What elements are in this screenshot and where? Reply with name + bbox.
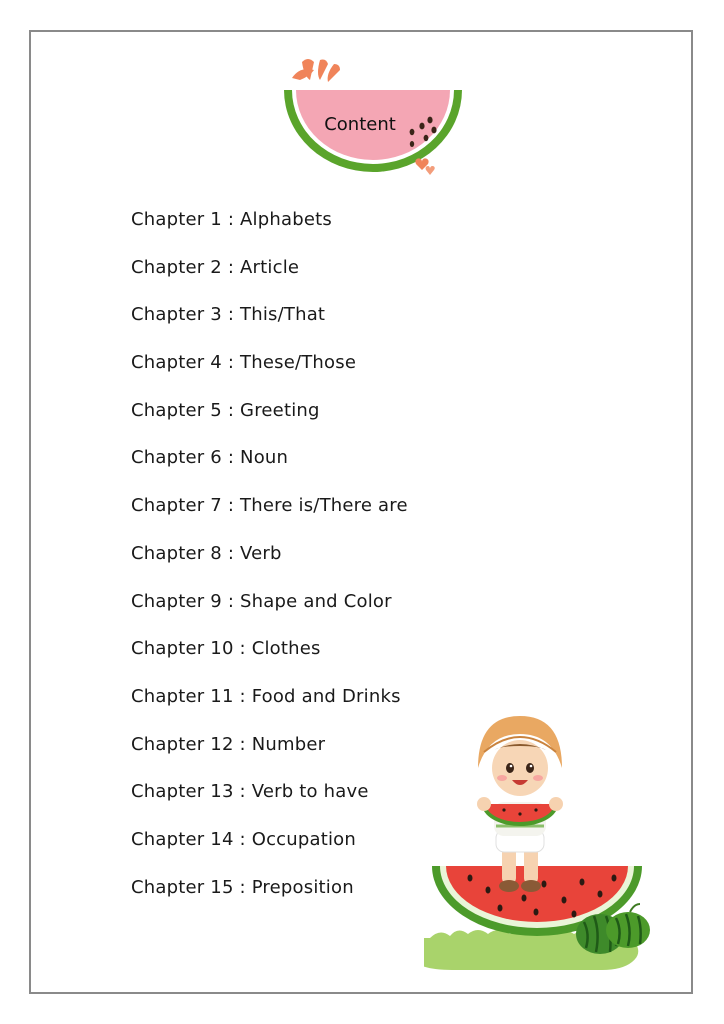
toc-item: Chapter 5 : Greeting	[131, 399, 320, 421]
toc-item: Chapter 3 : This/That	[131, 304, 326, 326]
toc-item: Chapter 11 : Food and Drinks	[131, 685, 401, 707]
toc-item: Chapter 7 : There is/There are	[131, 495, 408, 517]
table-of-contents	[131, 206, 408, 921]
toc-item: Chapter 9 : Shape and Color	[131, 590, 392, 612]
heart-icon	[415, 158, 434, 175]
toc-item: Chapter 6 : Noun	[131, 447, 289, 469]
toc-item: Chapter 10 : Clothes	[131, 638, 321, 660]
toc-item: Chapter 8 : Verb	[131, 542, 282, 564]
toc-item: Chapter 2 : Article	[131, 256, 300, 278]
child-eating-watermelon-icon	[424, 712, 670, 980]
splash-icon	[292, 59, 340, 82]
toc-item: Chapter 13 : Verb to have	[131, 781, 369, 803]
toc-item: Chapter 15 : Preposition	[131, 876, 354, 898]
toc-item: Chapter 4 : These/Those	[131, 352, 357, 374]
toc-item: Chapter 14 : Occupation	[131, 828, 357, 850]
page-title: Content	[324, 114, 396, 135]
toc-item: Chapter 12 : Number	[131, 733, 326, 755]
toc-item: Chapter 1 : Alphabets	[131, 209, 332, 230]
